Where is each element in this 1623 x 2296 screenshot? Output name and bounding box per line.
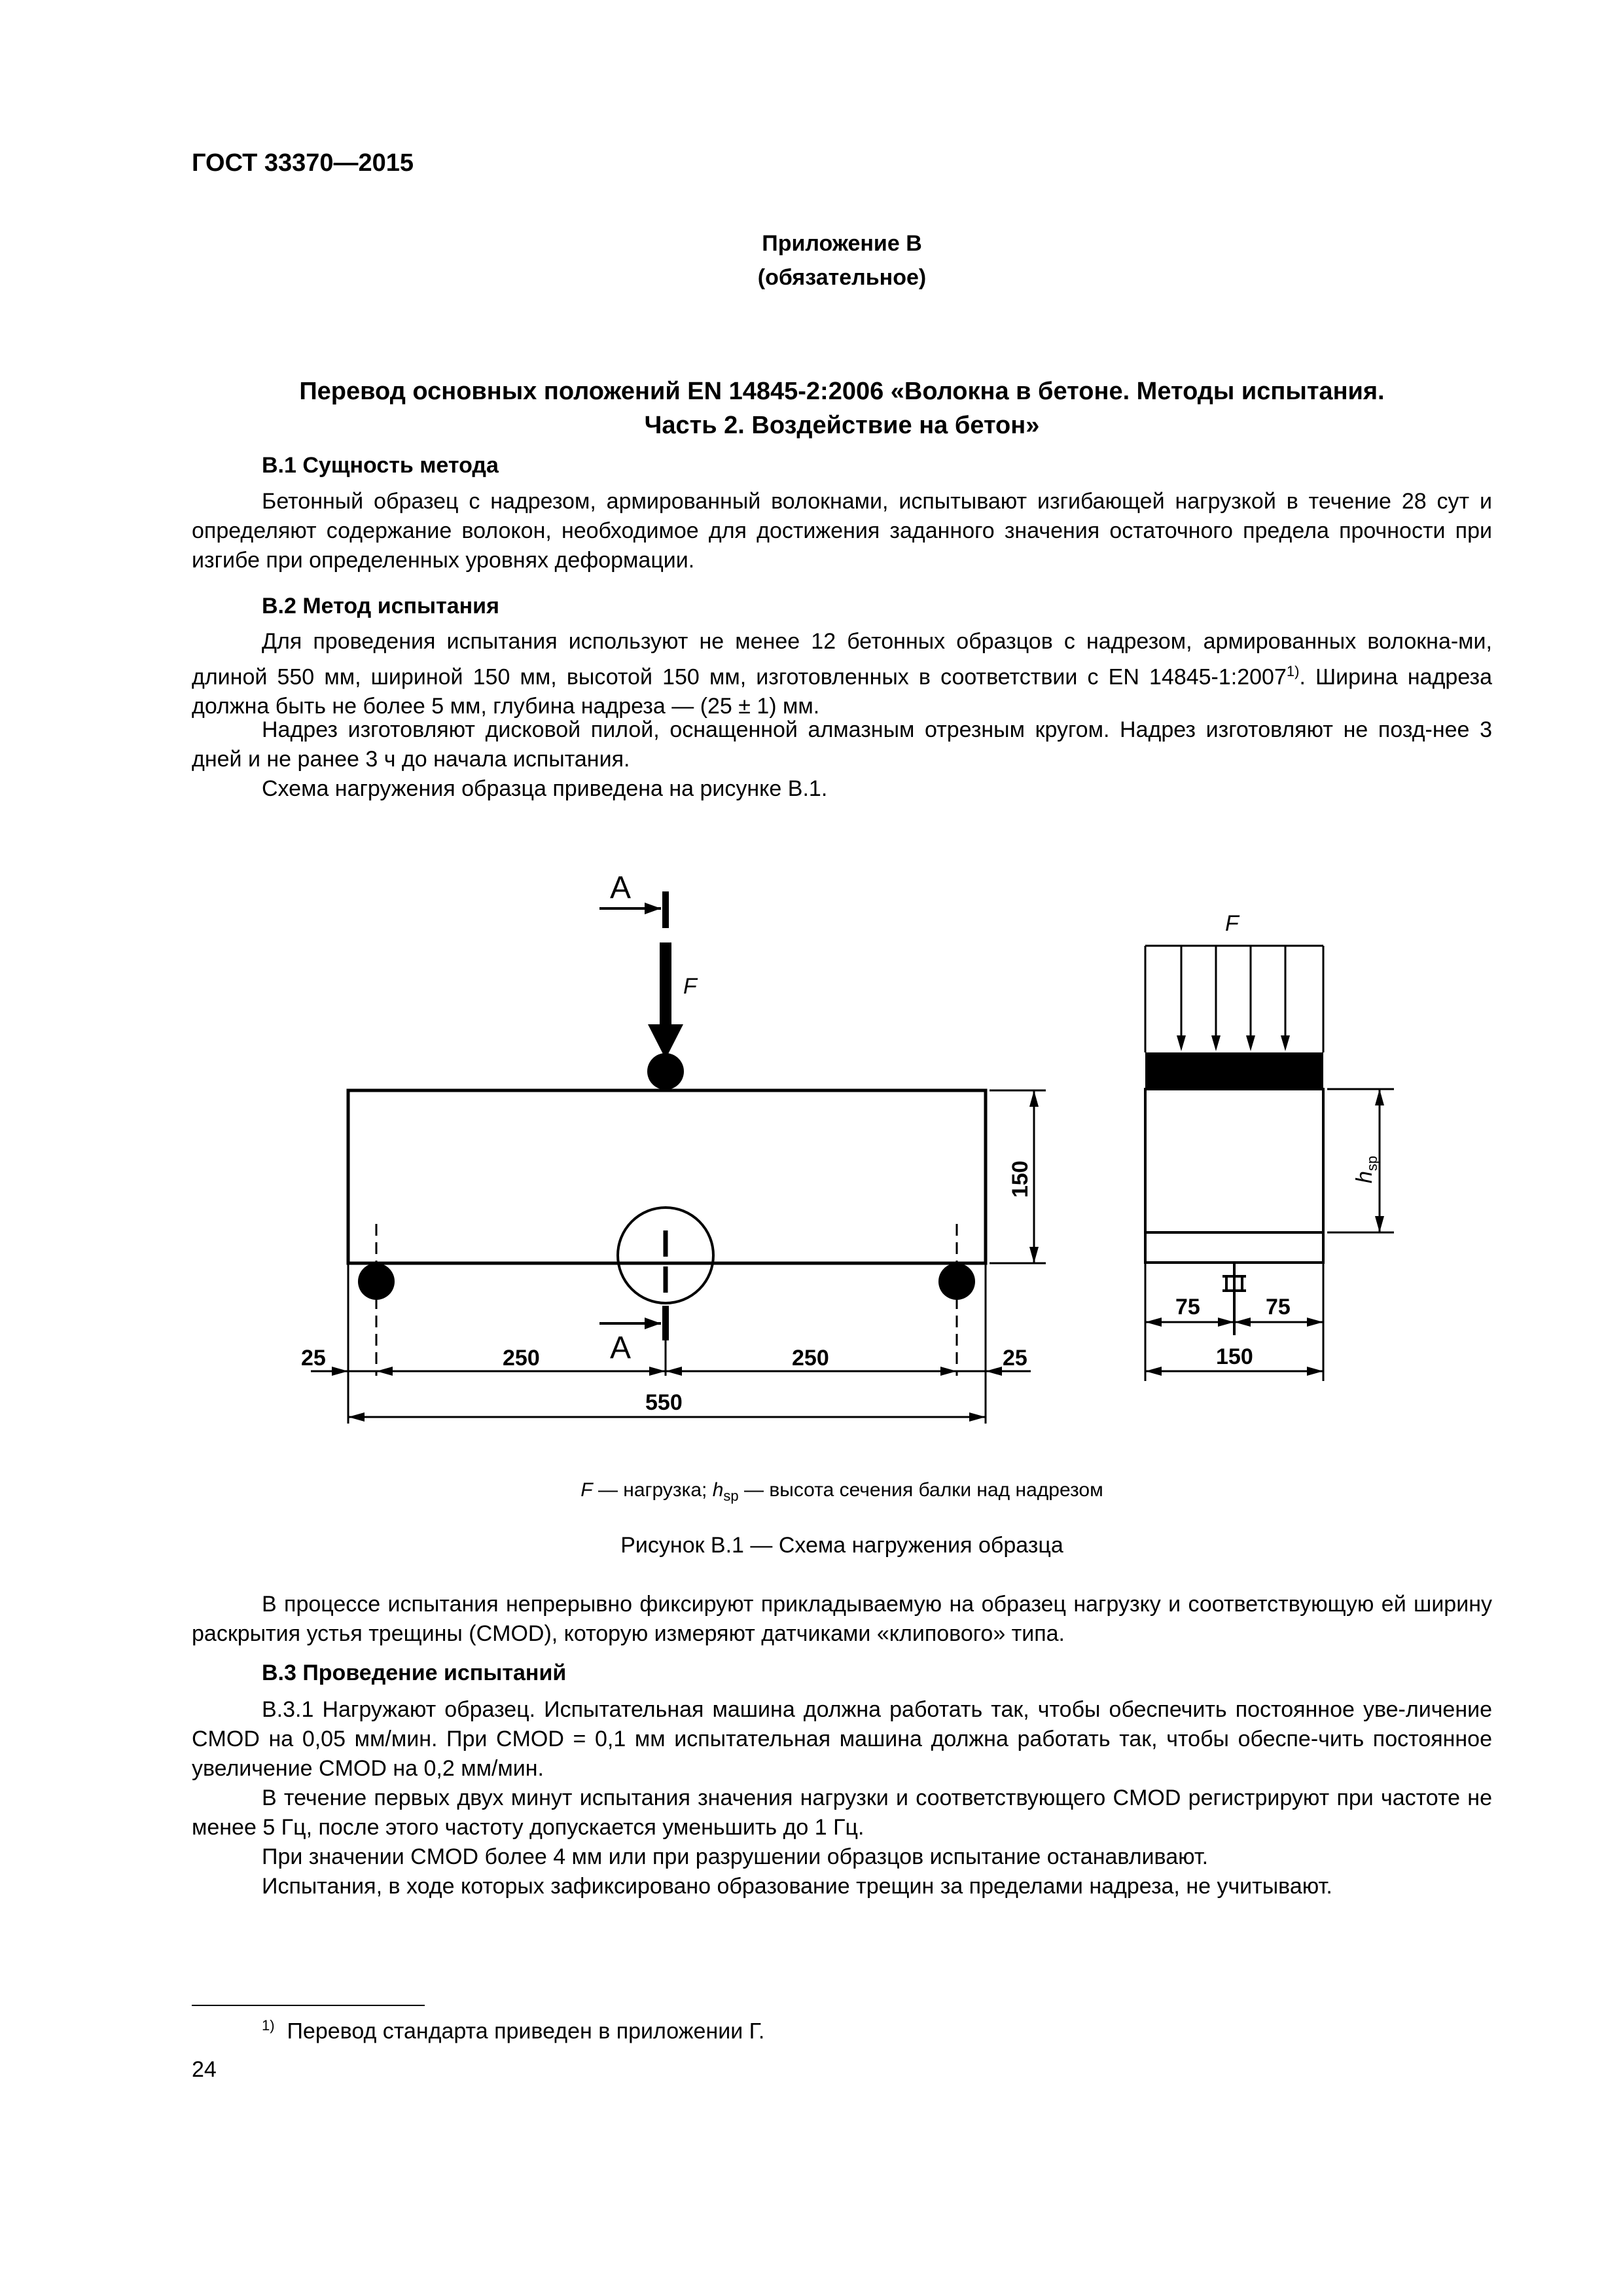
dim-75-right: 75 [1266,1295,1291,1319]
footnote-separator [192,2005,425,2006]
section-b3-paragraph-1: В.3.1 Нагружают образец. Испытательная машина должна работать так, чтобы обеспечить постоянное уве-личение CMOD на 0,05 мм/мин. При CMOD = 0,1 мм испытательная машина должна работать так, чтобы обеспе-чить постоянное увеличение CMOD на 0,2 мм/мин. [192,1697,1492,1781]
loading-roller [647,1053,684,1090]
section-label-bottom: А [610,1331,632,1365]
after-figure-paragraph: В процессе испытания непрерывно фиксируют прикладываемую на образец нагрузку и соответствующую ей ширину раскрытия устья трещины (CMOD), которую измеряют датчиками «клипового» типа. [192,1592,1492,1646]
hsp-dimension [1327,1089,1394,1232]
cross-section-outline [1145,946,1323,1263]
footnote-marker: 1) [262,2017,275,2034]
title-line-2: Часть 2. Воздействие на бетон» [644,412,1040,439]
dim-250-left: 250 [503,1346,540,1371]
section-arrow-bottom [645,1318,661,1329]
dim-25-left: 25 [301,1346,326,1371]
appendix-label: Приложение В [762,231,922,256]
title-line-1: Перевод основных положений EN 14845-2:2006 «Волокна в бетоне. Методы испытания. [299,378,1385,405]
appendix-status: (обязательное) [757,265,927,290]
section-b2-paragraph-2: Надрез изготовляют дисковой пилой, оснащенной алмазным отрезным кругом. Надрез изготовляют не позд-нее 3 дней и не ранее 3 ч до начала испытания. [192,717,1492,772]
section-b3-heading: В.3 Проведение испытаний [262,1660,567,1685]
load-arrow-shaft [660,942,671,1024]
distributed-load-arrowheads [1177,1035,1290,1051]
distributed-load-arrows [1181,946,1285,1041]
section-b3-paragraph-2: В течение первых двух минут испытания значения нагрузки и соответствующего CMOD регистрируют при частоте не менее 5 Гц, после этого частоту допускается уменьшить до 1 Гц. [192,1785,1492,1840]
force-label: F [683,974,697,999]
figure-legend [192,1479,1492,1505]
dim-25-right: 25 [1003,1346,1027,1371]
dim-550: 550 [645,1390,683,1415]
dim-150-section: 150 [1216,1344,1253,1369]
paragraph-text: . Ширина надреза должна быть не более 5 мм, глубина надреза — (25 ± 1) мм. [192,664,1492,719]
footnote-ref: 1) [1286,663,1300,679]
legend-sub: sp [723,1488,739,1504]
section-arrow-top [645,903,661,914]
section-b2-paragraph-3: Схема нагружения образца приведена на рисунке В.1. [262,776,828,801]
load-plate [1145,1052,1323,1089]
legend-h: h [712,1479,724,1501]
dim-75-left: 75 [1175,1295,1200,1319]
legend-text: — высота сечения балки над надрезом [738,1479,1103,1501]
document-code: ГОСТ 33370—2015 [192,149,414,177]
section-b2-heading: В.2 Метод испытания [262,594,499,619]
section-label-top: А [610,870,632,905]
section-b1-text: Бетонный образец с надрезом, армированный волокнами, испытывают изгибающей нагрузкой в течение 28 сут и определяют содержание волокон, необходимое для достижения заданного значения остаточного предела прочности при изгибе при определенных уровнях деформации. [192,489,1492,573]
footnote-text: Перевод стандарта приведен в приложении Г. [287,2018,765,2044]
dim-250-right: 250 [792,1346,829,1371]
figure-caption: Рисунок В.1 — Схема нагружения образца [620,1533,1063,1558]
dim-height-150: 150 [1008,1160,1033,1198]
hsp-label: $h_{sp}$ [1352,1155,1380,1183]
section-b1-heading: В.1 Сущность метода [262,453,499,478]
legend-force: F [580,1479,593,1501]
paragraph-text: Для проведения испытания используют не менее 12 бетонных образцов с надрезом, армированных волокна-ми, длиной 550 мм, шириной 150 мм, высотой 150 мм, изготовленных в соответствии с EN 14845-1:2007 [192,629,1492,690]
section-b3-paragraph-4: Испытания, в ходе которых зафиксировано образование трещин за пределами надреза, не учитывают. [262,1874,1332,1899]
footnote [262,2017,764,2044]
force-label-section: F [1225,911,1239,936]
section-b3-paragraph-3: При значении CMOD более 4 мм или при разрушении образцов испытание останавливают. [262,1844,1209,1869]
page-number: 24 [192,2057,217,2082]
legend-text: — нагрузка; [592,1479,713,1501]
